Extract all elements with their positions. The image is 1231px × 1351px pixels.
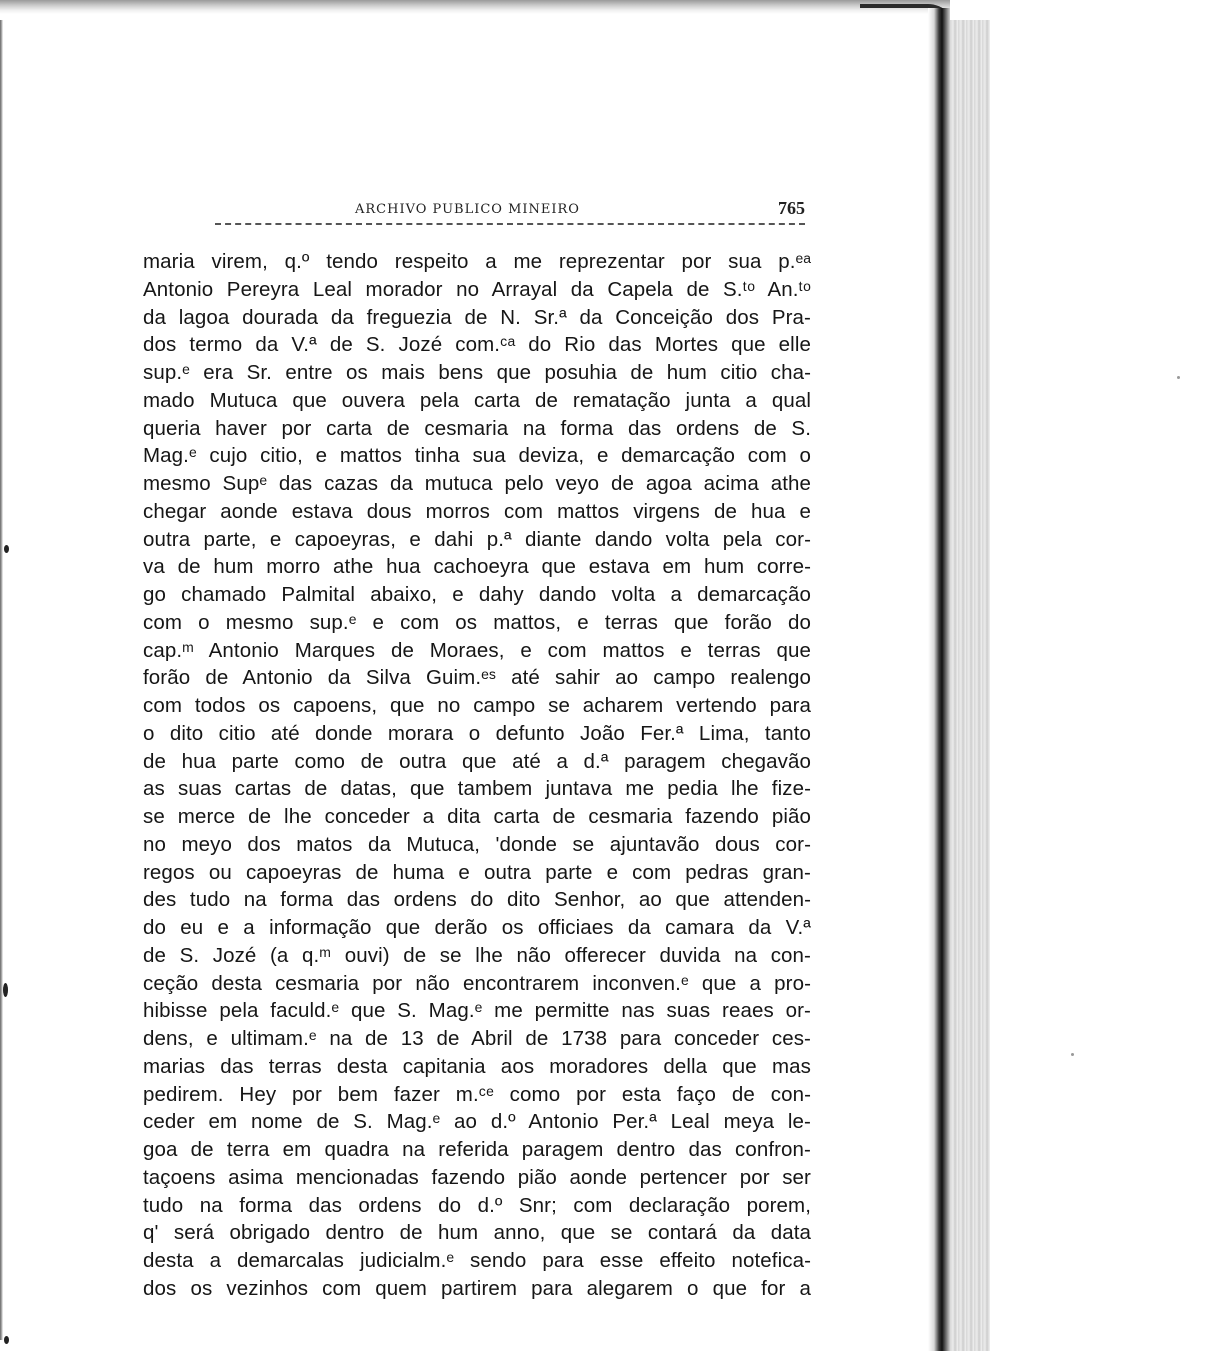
text-line: chegar aonde estava dous morros com mattos virgens de hua e [143, 499, 811, 523]
text-line: de S. Jozé (a q.ᵐ ouvi) de se lhe não offerecer duvida na con- [143, 943, 811, 967]
text-line: marias das terras desta capitania aos moradores della que mas [143, 1054, 811, 1078]
scan-speck [4, 1336, 9, 1344]
text-line: mado Mutuca que ouvera pela carta de rematação junta a qual [143, 388, 811, 412]
right-margin [950, 0, 1231, 1351]
text-line: sup.ᵉ era Sr. entre os mais bens que posuhia de hum citio cha- [143, 361, 811, 384]
scan-speck [3, 983, 8, 997]
running-header [145, 198, 810, 222]
scan-speck [4, 545, 9, 553]
text-line: pedirem. Hey por bem fazer m.ᶜᵉ como por esta faço de con- [143, 1082, 811, 1106]
text-line: Mag.ᵉ cujo citio, e mattos tinha sua deviza, e demarcação com o [143, 444, 811, 468]
text-line: regos ou capoeyras de huma e outra parte e com pedras gran- [143, 860, 811, 884]
text-line: o dito citio até donde morara o defunto João Fer.ª Lima, tanto [143, 721, 811, 745]
header-rule [215, 223, 805, 225]
text-line: do eu e a informação que derão os officiaes da camara da V.ª [143, 916, 811, 939]
text-line: cap.ᵐ Antonio Marques de Moraes, e com mattos e terras que [143, 638, 811, 662]
text-line: desta a demarcalas judicialm.ᵉ sendo para esse effeito notefica- [143, 1249, 811, 1272]
body-text [143, 248, 811, 1303]
text-line: dens, e ultimam.ᵉ na de 13 de Abril de 1738 para conceder ces- [143, 1027, 811, 1050]
text-line: no meyo dos matos da Mutuca, 'donde se ajuntavão dous cor- [143, 832, 811, 856]
text-line: des tudo na forma das ordens do dito Senhor, ao que attenden- [143, 888, 811, 912]
text-line: dos os vezinhos com quem partirem para alegarem o que for a [143, 1276, 811, 1300]
text-line: as suas cartas de datas, que tambem juntava me pedia lhe fize- [143, 777, 811, 801]
text-line: taçoens asima mencionadas fazendo pião aonde pertencer por ser [143, 1165, 811, 1189]
text-line: go chamado Palmital abaixo, e dahy dando volta a demarcação [143, 583, 811, 606]
text-line: de hua parte como de outra que até a d.ª paragem chegavão [143, 749, 811, 773]
left-page-edge [0, 20, 3, 1340]
running-title: ARCHIVO PUBLICO MINEIRO [355, 202, 580, 217]
text-line: va de hum morro athe hua cachoeyra que estava em hum corre- [143, 555, 811, 579]
text-line: ceção desta cesmaria por não encontrarem inconven.ᵉ que a pro- [143, 971, 811, 995]
top-page-shadow [0, 0, 950, 14]
text-line: da lagoa dourada da freguezia de N. Sr.ª da Conceição dos Pra- [143, 305, 811, 329]
text-line: se merce de lhe conceder a dita carta de cesmaria fazendo pião [143, 805, 811, 828]
text-line: mesmo Supᵉ das cazas da mutuca pelo veyo de agoa acima athe [143, 472, 811, 495]
text-line: maria virem, q.º tendo respeito a me reprezentar por sua p.ᵉᵃ [143, 250, 811, 273]
page-number: 765 [778, 198, 805, 218]
text-line: goa de terra em quadra na referida paragem dentro das confron- [143, 1138, 811, 1161]
text-line: dos termo da V.ª de S. Jozé com.ᶜᵃ do Rio das Mortes que elle [143, 333, 811, 357]
text-line: forão de Antonio da Silva Guim.ᵉˢ até sahir ao campo realengo [143, 666, 811, 690]
text-line: outra parte, e capoeyras, e dahi p.ª diante dando volta pela cor- [143, 527, 811, 551]
text-line: com o mesmo sup.ᵉ e com os mattos, e terras que forão do [143, 610, 811, 634]
text-line: ceder em nome de S. Mag.ᵉ ao d.º Antonio Per.ª Leal meya le- [143, 1110, 811, 1134]
scan-speck [1071, 1053, 1074, 1056]
text-line: Antonio Pereyra Leal morador no Arrayal da Capela de S.ᵗᵒ An.ᵗᵒ [143, 277, 811, 301]
book-binding-gutter [928, 8, 950, 1351]
text-line: q' será obrigado dentro de hum anno, que se contará da data [143, 1221, 811, 1245]
text-line: tudo na forma das ordens do d.º Snr; com declaração porem, [143, 1193, 811, 1217]
text-line: queria haver por carta de cesmaria na forma das ordens de S. [143, 416, 811, 440]
text-line: hibisse pela faculd.ᵉ que S. Mag.ᵉ me permitte nas suas reaes or- [143, 999, 811, 1023]
stacked-page-edges [950, 20, 990, 1351]
scan-speck [1177, 376, 1180, 379]
text-line: com todos os capoens, que no campo se acharem vertendo para [143, 694, 811, 717]
